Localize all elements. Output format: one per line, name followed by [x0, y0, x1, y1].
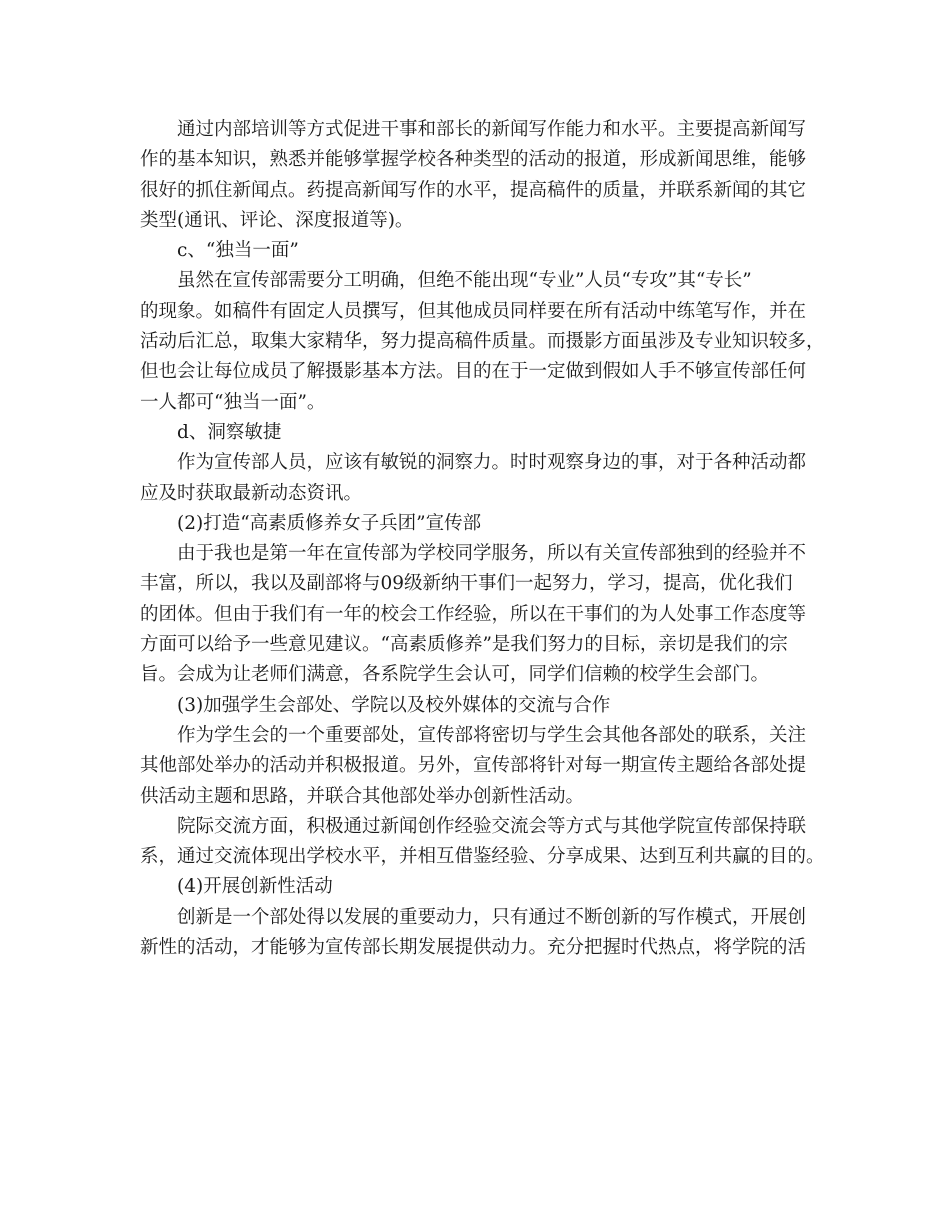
text-line: 很好的抓住新闻点。药提高新闻写作的水平，提高稿件的质量，并联系新闻的其它	[140, 179, 807, 201]
text-line: 创新是一个部处得以发展的重要动力，只有通过不断创新的写作模式，开展创	[177, 906, 807, 928]
text-line: 旨。会成为让老师们满意，各系院学生会认可，同学们信赖的校学生会部门。	[140, 664, 770, 686]
text-line: 类型(通讯、评论、深度报道等)。	[140, 209, 414, 231]
text-line: 由于我也是第一年在宣传部为学校同学服务，所以有关宣传部独到的经验并不	[177, 543, 807, 565]
text-line: 院际交流方面，积极通过新闻创作经验交流会等方式与其他学院宣传部保持联	[177, 815, 807, 837]
text-line: (3)加强学生会部处、学院以及校外媒体的交流与合作	[177, 694, 611, 716]
text-line: 作为宣传部人员，应该有敏锐的洞察力。时时观察身边的事，对于各种活动都	[177, 452, 807, 474]
text-line: (2)打造“高素质修养女子兵团”宣传部	[177, 512, 482, 534]
text-line: d、洞察敏捷	[177, 421, 282, 443]
text-line: 的团体。但由于我们有一年的校会工作经验，所以在干事们的为人处事工作态度等	[140, 603, 807, 625]
text-line: 通过内部培训等方式促进干事和部长的新闻写作能力和水平。主要提高新闻写	[177, 119, 807, 140]
text-line: 虽然在宣传部需要分工明确，但绝不能出现“专业”人员“专攻”其“专长”	[177, 270, 752, 292]
text-line: 作为学生会的一个重要部处，宣传部将密切与学生会其他各部处的联系，关注	[177, 724, 807, 746]
text-line: 作的基本知识，熟悉并能够掌握学校各种类型的活动的报道，形成新闻思维，能够	[140, 149, 807, 171]
text-line: 系，通过交流体现出学校水平，并相互借鉴经验、分享成果、达到互利共赢的目的。	[140, 846, 825, 868]
text-line: 应及时获取最新动态资讯。	[140, 482, 363, 504]
text-line: 新性的活动，才能够为宣传部长期发展提供动力。充分把握时代热点，将学院的活	[140, 937, 807, 959]
text-line: 活动后汇总，取集大家精华，努力提高稿件质量。而摄影方面虽涉及专业知识较多，	[140, 331, 825, 353]
document-body	[140, 115, 840, 963]
text-line: c、“独当一面”	[177, 240, 299, 262]
text-line: 的现象。如稿件有固定人员撰写，但其他成员同样要在所有活动中练笔写作，并在	[140, 300, 807, 322]
text-line: 但也会让每位成员了解摄影基本方法。目的在于一定做到假如人手不够宣传部任何	[140, 361, 807, 383]
text-line: 供活动主题和思路，并联合其他部处举办创新性活动。	[140, 785, 585, 807]
text-line: 方面可以给予一些意见建议。“高素质修养”是我们努力的目标，亲切是我们的宗	[140, 634, 788, 656]
text-line: 丰富，所以，我以及副部将与09级新纳干事们一起努力，学习，提高，优化我们	[140, 573, 793, 595]
text-line: (4)开展创新性活动	[177, 876, 333, 898]
text-line: 其他部处举办的活动并积极报道。另外，宣传部将针对每一期宣传主题给各部处提	[140, 755, 807, 777]
text-line: 一人都可“独当一面”。	[140, 391, 326, 413]
